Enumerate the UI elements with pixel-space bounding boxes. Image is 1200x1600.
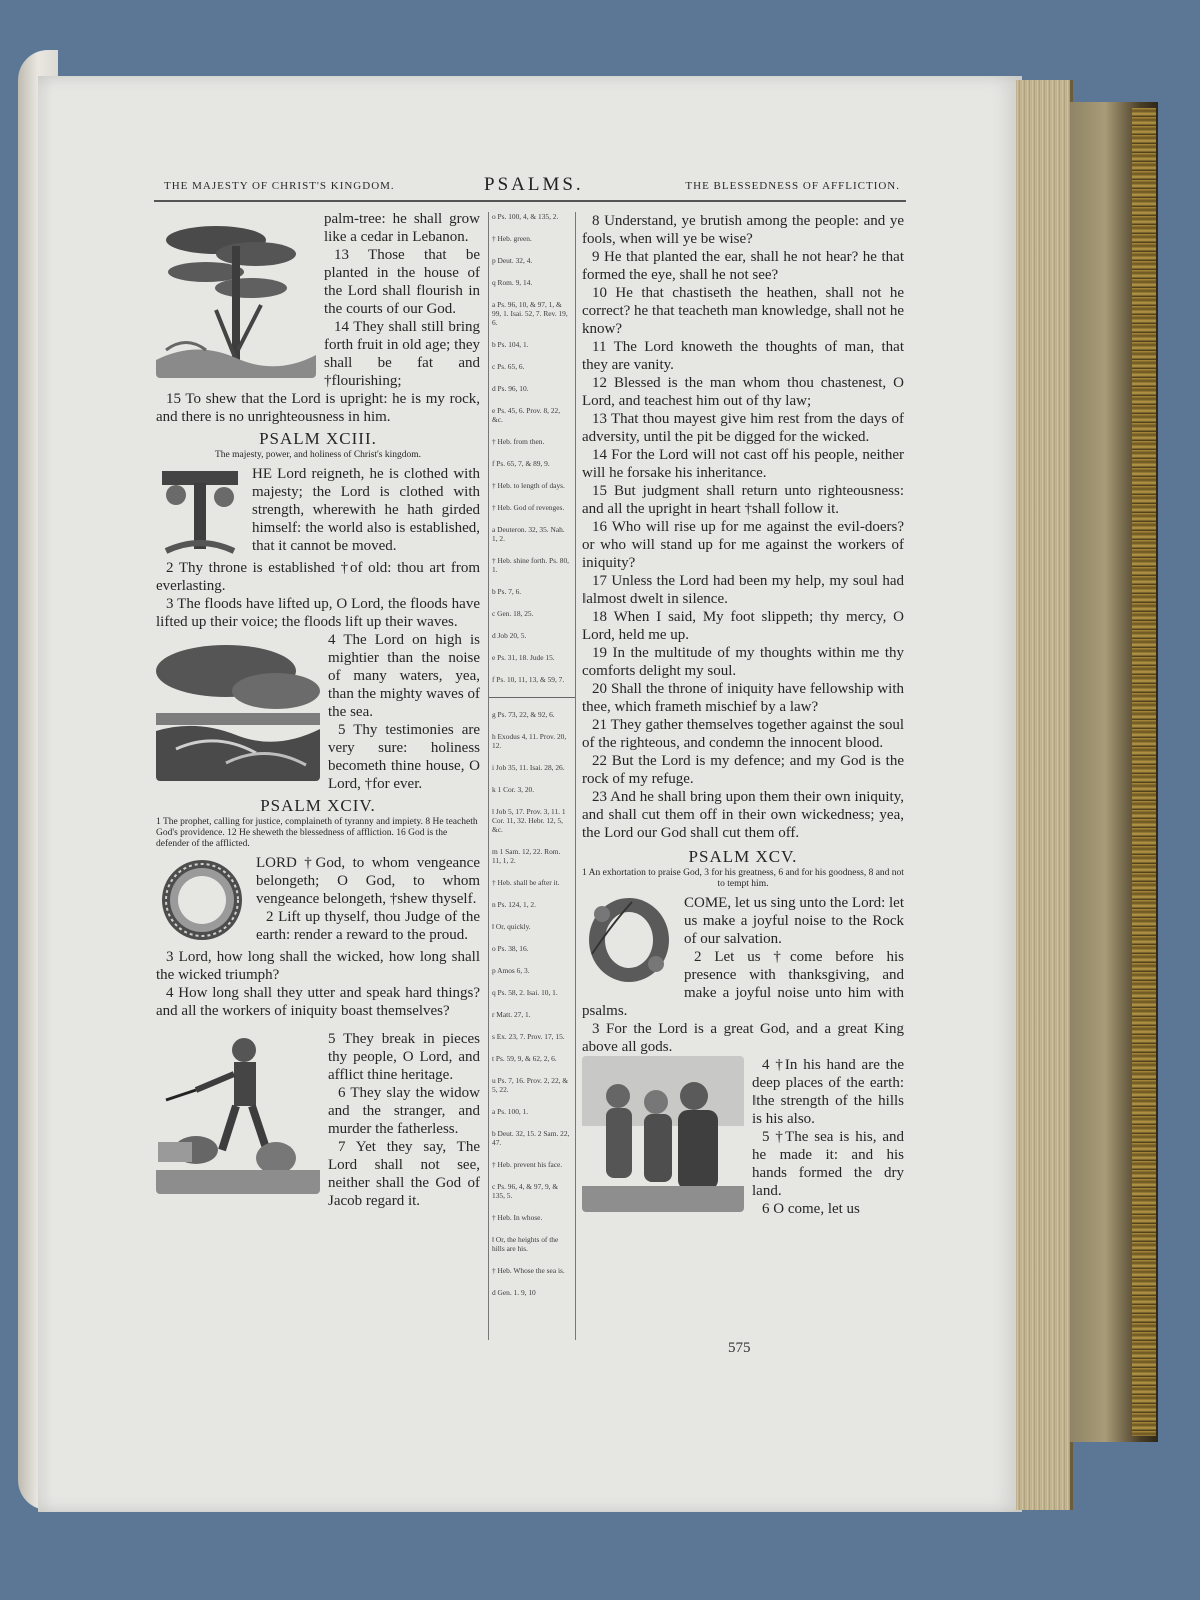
warrior-slaying-illustration bbox=[156, 1030, 320, 1194]
cross-reference: † Heb. green. bbox=[492, 234, 532, 243]
cross-reference: p Amos 6, 3. bbox=[492, 966, 530, 975]
cross-reference: d Gen. 1. 9, 10 bbox=[492, 1288, 536, 1297]
verse-text: 3 The floods have lifted up, O Lord, the floods have lifted up their voice; the floods lift up their waves. bbox=[156, 596, 480, 630]
cross-reference: r Matt. 27, 1. bbox=[492, 1010, 531, 1019]
cross-reference: a Deuteron. 32, 35. Nah. 1, 2. bbox=[492, 525, 565, 543]
page-fore-edge bbox=[1016, 80, 1073, 1510]
decorated-initial-t-illustration bbox=[156, 465, 244, 557]
cross-reference: † Heb. God of revenges. bbox=[492, 503, 565, 512]
cross-reference: † Heb. prevent his face. bbox=[492, 1160, 563, 1169]
verse-text: 2 Let us †come before his presence with thanksgiving, and make a joyful noise unto him with psalms. bbox=[582, 949, 904, 1019]
cross-reference: c Ps. 65, 6. bbox=[492, 362, 525, 371]
cross-reference: † Heb. shine forth. Ps. 80, 1. bbox=[492, 556, 569, 574]
reference-divider bbox=[489, 697, 575, 698]
psalm-title: PSALM XCIV. bbox=[260, 796, 376, 815]
psalm-summary: The majesty, power, and holiness of Christ's kingdom. bbox=[215, 450, 421, 460]
verse-text: 21 They gather themselves together against the soul of the righteous, and condemn the innocent blood. bbox=[582, 717, 904, 751]
verse-text: 14 For the Lord will not cast off his people, neither will he forsake his inheritance. bbox=[582, 447, 904, 481]
tree-illustration bbox=[156, 210, 316, 378]
cross-reference: m 1 Sam. 12, 22. Rom. 11, 1, 2. bbox=[492, 847, 561, 865]
cross-reference-column bbox=[488, 212, 576, 1340]
verse-text: 13 Those that be planted in the house of the Lord shall flourish in the courts of our God. bbox=[324, 247, 480, 317]
verse-text: 19 In the multitude of my thoughts within me thy comforts delight my soul. bbox=[582, 645, 904, 679]
cross-reference: q Rom. 9, 14. bbox=[492, 278, 533, 287]
verse-text: 22 But the Lord is my defence; and my God is the rock of my refuge. bbox=[582, 753, 904, 787]
verse-text: 18 When I said, My foot slippeth; thy mercy, O Lord, held me up. bbox=[582, 609, 904, 643]
running-header-book-title: PSALMS. bbox=[484, 174, 584, 195]
verse-text: 2 Lift up thyself, thou Judge of the earth: render a reward to the proud. bbox=[256, 909, 480, 943]
cross-reference: s Ex. 23, 7. Prov. 17, 15. bbox=[492, 1032, 565, 1041]
cross-reference: c Gen. 18, 25. bbox=[492, 609, 534, 618]
verse-text: 14 They shall still bring forth fruit in old age; they shall be fat and †flourishing; bbox=[324, 319, 480, 389]
verse-text: 8 Understand, ye brutish among the people: and ye fools, when will ye be wise? bbox=[582, 213, 904, 247]
verse-text: 5 Thy testimonies are very sure: holiness becometh thine house, O Lord, †for ever. bbox=[328, 722, 480, 792]
verse-text: 15 But judgment shall return unto righteousness: and all the upright in heart †shall follow it. bbox=[582, 483, 904, 517]
cross-reference: l Job 5, 17. Prov. 3, 11. 1 Cor. 11, 32. Hebr. 12, 5, &c. bbox=[492, 807, 566, 834]
verse-text: 20 Shall the throne of iniquity have fellowship with thee, which frameth mischief by a law? bbox=[582, 681, 904, 715]
decorated-initial-o-vine-illustration bbox=[582, 894, 676, 986]
cross-reference: c Ps. 96, 4, & 97, 9, & 135, 5. bbox=[492, 1182, 559, 1200]
gilt-cover-band bbox=[1132, 108, 1156, 1436]
verse-text: 6 They slay the widow and the stranger, and murder the fatherless. bbox=[328, 1085, 480, 1137]
verse-text: 9 He that planted the ear, shall he not hear? he that formed the eye, shall he not see? bbox=[582, 249, 904, 283]
cross-reference: ‖ Or, quickly. bbox=[492, 922, 531, 931]
cross-reference: u Ps. 7, 16. Prov. 2, 22, & 5, 22. bbox=[492, 1076, 569, 1094]
cross-reference: † Heb. In whose. bbox=[492, 1213, 543, 1222]
verse-text: HE Lord reigneth, he is clothed with majesty; the Lord is clothed with strength, wherewith he hath girded himself: the world also is established, that it cannot be moved. bbox=[252, 466, 480, 554]
verse-text: LORD †God, to whom vengeance belongeth; O God, to whom vengeance belongeth, †shew thyself. bbox=[256, 855, 480, 907]
verse-text: 3 For the Lord is a great God, and a great King above all gods. bbox=[582, 1021, 904, 1055]
verse-text: 15 To shew that the Lord is upright: he is my rock, and there is no unrighteousness in him. bbox=[156, 391, 480, 425]
verse-text: 3 Lord, how long shall the wicked, how long shall the wicked triumph? bbox=[156, 949, 480, 983]
verse-text: COME, let us sing unto the Lord: let us make a joyful noise to the Rock of our salvation. bbox=[684, 895, 904, 947]
right-text-column bbox=[582, 212, 904, 1218]
cross-reference: e Ps. 45, 6. Prov. 8, 22, &c. bbox=[492, 406, 561, 424]
verse-text: 4 How long shall they utter and speak hard things? and all the workers of iniquity boast themselves? bbox=[156, 985, 480, 1019]
psalm-title: PSALM XCV. bbox=[688, 847, 798, 866]
verse-text: 2 Thy throne is established †of old: thou art from everlasting. bbox=[156, 560, 480, 594]
decorated-initial-o-illustration bbox=[156, 854, 248, 946]
verse-text: 6 O come, let us bbox=[762, 1201, 860, 1217]
cross-reference: o Ps. 100, 4, & 135, 2. bbox=[492, 212, 559, 221]
verse-text: 4 The Lord on high is mightier than the noise of many waters, yea, than the mighty waves of the sea. bbox=[328, 632, 480, 720]
verse-text: 5 †The sea is his, and he made it: and his hands formed the dry land. bbox=[752, 1129, 904, 1199]
page-number: 575 bbox=[728, 1340, 751, 1356]
cross-reference: o Ps. 38, 16. bbox=[492, 944, 529, 953]
cross-reference: k 1 Cor. 3, 20. bbox=[492, 785, 535, 794]
verse-text: palm-tree: he shall grow like a cedar in Lebanon. bbox=[324, 211, 480, 245]
cross-reference: ‖ Or, the heights of the hills are his. bbox=[492, 1235, 559, 1253]
cross-reference: e Ps. 31, 18. Jude 15. bbox=[492, 653, 555, 662]
psalm-summary: 1 The prophet, calling for justice, complaineth of tyranny and impiety. 8 He teacheth God's providence. 12 He sheweth the blessedness of affliction. 16 God is the defender of the afflicted. bbox=[156, 817, 478, 849]
verse-text: 13 That thou mayest give him rest from the days of adversity, until the pit be digged for the wicked. bbox=[582, 411, 904, 445]
running-header-right: THE BLESSEDNESS OF AFFLICTION. bbox=[685, 180, 900, 192]
psalm-summary: 1 An exhortation to praise God, 3 for his greatness, 6 and for his goodness, 8 and not to tempt him. bbox=[582, 868, 904, 889]
cross-reference: f Ps. 10, 11, 13, & 59, 7. bbox=[492, 675, 565, 684]
cross-reference: † Heb. Whose the sea is. bbox=[492, 1266, 565, 1275]
cross-reference: a Ps. 100, 1. bbox=[492, 1107, 529, 1116]
cross-reference: f Ps. 65, 7, & 89, 9. bbox=[492, 459, 550, 468]
running-header-left: THE MAJESTY OF CHRIST'S KINGDOM. bbox=[164, 180, 395, 192]
cross-reference: n Ps. 124, 1, 2. bbox=[492, 900, 536, 909]
verse-text: 16 Who will rise up for me against the evil-doers? or who will stand up for me against the workers of iniquity? bbox=[582, 519, 904, 571]
cross-reference: d Job 20, 5. bbox=[492, 631, 527, 640]
cross-reference: g Ps. 73, 22, & 92, 6. bbox=[492, 710, 555, 719]
verse-text: 10 He that chastiseth the heathen, shall not he correct? he that teacheth man knowledge, shall not he know? bbox=[582, 285, 904, 337]
sea-waves-illustration bbox=[156, 631, 320, 781]
cross-reference: † Heb. to length of days. bbox=[492, 481, 565, 490]
cross-reference: a Ps. 96, 10, & 97, 1, & 99, 1. Isai. 52, 7. Rev. 19, 6. bbox=[492, 300, 568, 327]
verse-text: 7 Yet they say, The Lord shall not see, neither shall the God of Jacob regard it. bbox=[328, 1139, 480, 1209]
running-header bbox=[154, 176, 906, 202]
psalm-title: PSALM XCIII. bbox=[259, 429, 377, 448]
cross-reference: b Ps. 104, 1. bbox=[492, 340, 529, 349]
verse-text: 12 Blessed is the man whom thou chastenest, O Lord, and teachest him out of thy law; bbox=[582, 375, 904, 409]
cross-reference: h Exodus 4, 11. Prov. 20, 12. bbox=[492, 732, 567, 750]
cross-reference: p Deut. 32, 4. bbox=[492, 256, 533, 265]
verse-text: 11 The Lord knoweth the thoughts of man, that they are vanity. bbox=[582, 339, 904, 373]
cross-reference: q Ps. 58, 2. Isai. 10, 1. bbox=[492, 988, 558, 997]
left-text-column bbox=[156, 210, 480, 1210]
cross-reference: t Ps. 59, 9, & 62, 2, 6. bbox=[492, 1054, 557, 1063]
cross-reference: † Heb. shall be after it. bbox=[492, 878, 560, 887]
cross-reference: † Heb. from then. bbox=[492, 437, 545, 446]
cross-reference: b Deut. 32, 15. 2 Sam. 22, 47. bbox=[492, 1129, 570, 1147]
cross-reference: d Ps. 96, 10. bbox=[492, 384, 529, 393]
verse-text: 4 †In his hand are the deep places of the earth: ‖the strength of the hills is his also. bbox=[752, 1057, 904, 1127]
praying-figures-illustration bbox=[582, 1056, 744, 1212]
cross-reference: i Job 35, 11. Isai. 28, 26. bbox=[492, 763, 565, 772]
verse-text: 5 They break in pieces thy people, O Lord, and afflict thine heritage. bbox=[328, 1031, 480, 1083]
cross-reference: b Ps. 7, 6. bbox=[492, 587, 522, 596]
verse-text: 17 Unless the Lord had been my help, my soul had ‖almost dwelt in silence. bbox=[582, 573, 904, 607]
verse-text: 23 And he shall bring upon them their own iniquity, and shall cut them off in their own wickedness; yea, the Lord our God shall cut them off. bbox=[582, 789, 904, 841]
